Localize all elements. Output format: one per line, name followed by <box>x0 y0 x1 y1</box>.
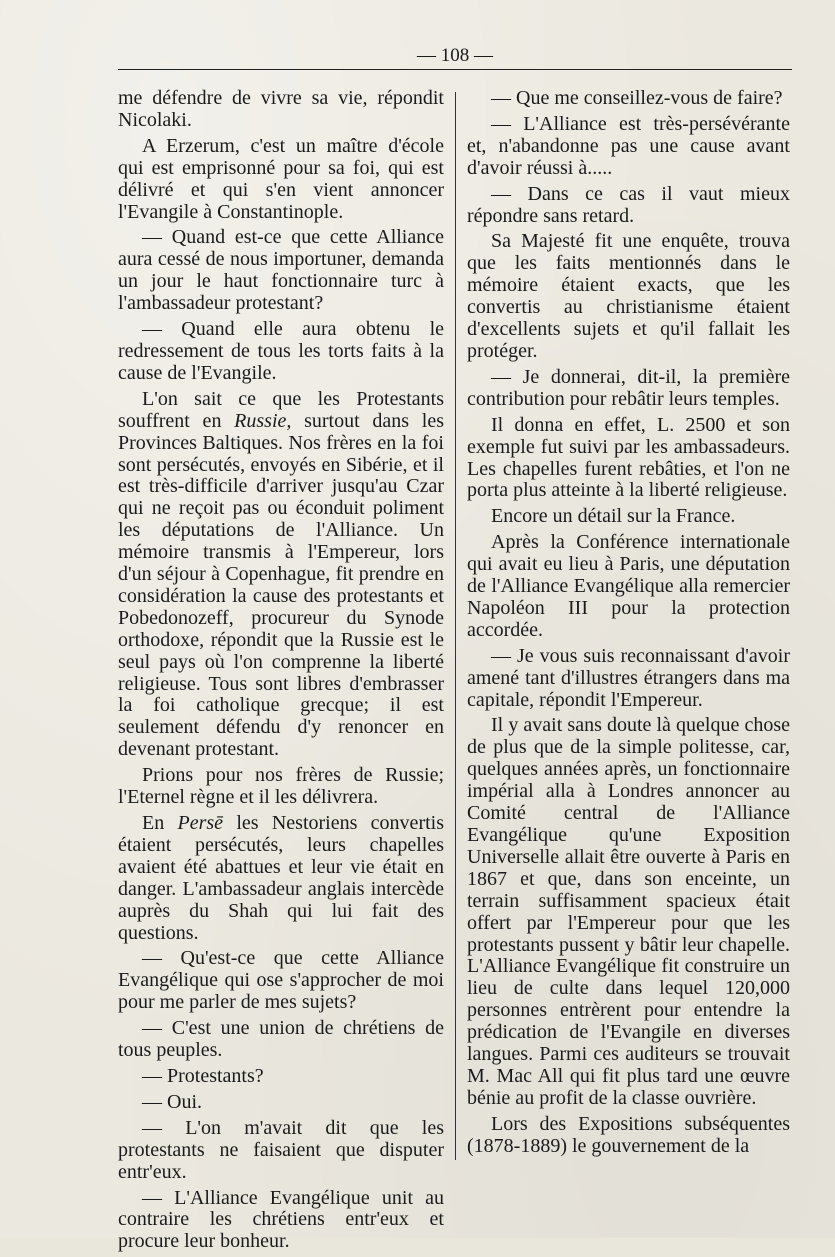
paragraph: A Erzerum, c'est un maître d'école qui est emprisonné pour sa foi, qui est délivré et qui s'en vient annoncer l'Evangile à Constantinople. <box>118 134 444 223</box>
paragraph: Lors des Expositions subséquentes (1878-1889) le gouvernement de la <box>467 1112 790 1157</box>
text-run: En <box>142 812 178 834</box>
page-number: — 108 — <box>417 45 493 66</box>
text-run: les Nestoriens convertis étaient persécutés, leurs chapelles avaient été abattues et leur vie était en danger. L'ambassadeur anglais intercède auprès du Shah qui lui fait des questions. <box>118 812 444 944</box>
paragraph: me défendre de vivre sa vie, répondit Nicolaki. <box>118 87 444 131</box>
paragraph: — Je vous suis reconnaissant d'avoir amené tant d'illustres étrangers dans ma capitale, répondit l'Empereur. <box>467 644 790 711</box>
emphasis: Russie, <box>234 409 292 432</box>
paragraph <box>118 813 444 944</box>
paragraph: — Protestants? <box>142 1064 264 1087</box>
paragraph: — L'Alliance Evangélique unit au contraire les chrétiens entr'eux et procure leur bonheur. <box>118 1186 444 1253</box>
text-run: surtout dans les Provinces Baltiques. Nos frères en la foi sont persécutés, envoyés en Sibérie, et il est très-difficile d'arriver jusqu'au Czar qui ne reçoit pas ou éconduit poliment les députations de l'Alliance. Un mémoire transmis à l'Empereur, lors d'un séjour à Copenhague, fit prendre en considération la cause des protestants et Pobedonozeff, procureur du Synode orthodoxe, répondit que la Russie est le seul pays où l'on comprenne la liberté religieuse. Tous sont libres d'embrasser la foi catholique grecque; il est seulement défendu d'y renoncer en devenant protestant. <box>118 409 444 761</box>
paragraph <box>118 389 444 761</box>
paragraph: Il y avait sans doute là quelque chose de plus que de la simple politesse, car, quelques années après, un fonctionnaire impérial alla à Londres annoncer au Comité central de l'Alliance Evangélique qu'une Exposition Universelle allait être ouverte à Paris en 1867 et que, dans son enceinte, un terrain suffisamment spacieux était offert par l'Empereur pour que les protestants pussent y bâtir leur chapelle. L'Alliance Evangélique fit construire un lieu de culte dans lequel 120,000 personnes entrèrent pour entendre la prédication de l'Evangile en diverses langues. Parmi ces auditeurs se trouvait M. Mac All qui fit plus tard une œuvre bénie au profit de la classe ouvrière. <box>467 714 790 1109</box>
paragraph: — Qu'est-ce que cette Alliance Evangélique qui ose s'approcher de moi pour me parler de mes sujets? <box>118 947 444 1014</box>
paragraph: — Quand est-ce que cette Alliance aura cessé de nous importuner, demanda un jour le haut fonctionnaire turc à l'ambassadeur protestant? <box>118 226 444 315</box>
paragraph: — Que me conseillez-vous de faire? <box>491 87 783 109</box>
emphasis: Persē <box>177 812 224 834</box>
paragraph: — L'Alliance est très-persévérante et, n'abandonne pas une cause avant d'avoir réussi à..... <box>467 112 790 179</box>
paragraph: — Oui. <box>142 1090 202 1113</box>
paragraph: Prions pour nos frères de Russie; l'Eternel règne et il les délivrera. <box>118 764 444 809</box>
paragraph: Encore un détail sur la France. <box>491 505 736 528</box>
paragraph: — Dans ce cas il vaut mieux répondre sans retard. <box>467 182 790 227</box>
paragraph: Sa Majesté fit une enquête, trouva que les faits mentionnés dans le mémoire étaient exacts, que les convertis au christianisme étaient d'excellents sujets et qu'il fallait les protéger. <box>467 230 790 362</box>
text-run: L'on sait ce que les Protestants souffrent en <box>118 387 444 432</box>
paragraph: — C'est une union de chrétiens de tous peuples. <box>118 1017 444 1062</box>
right-column <box>467 88 790 1162</box>
paragraph: Après la Conférence internationale qui avait eu lieu à Paris, une députation de l'Alliance Evangélique alla remercier Napoléon III pour la protection accordée. <box>467 531 790 641</box>
paragraph: — Quand elle aura obtenu le redressement de tous les torts faits à la cause de l'Evangile. <box>118 318 444 384</box>
paragraph: — L'on m'avait dit que les protestants ne faisaient que disputer entr'eux. <box>118 1116 444 1183</box>
header-rule <box>118 69 792 70</box>
paragraph: Il donna en effet, L. 2500 et son exemple fut suivi par les ambassadeurs. Les chapelles furent rebâties, et l'on ne porta plus atteinte à la liberté religieuse. <box>467 413 790 502</box>
column-divider <box>455 92 456 1160</box>
left-column <box>118 88 444 1257</box>
paragraph: — Je donnerai, dit-il, la première contribution pour rebâtir leurs temples. <box>467 365 790 410</box>
